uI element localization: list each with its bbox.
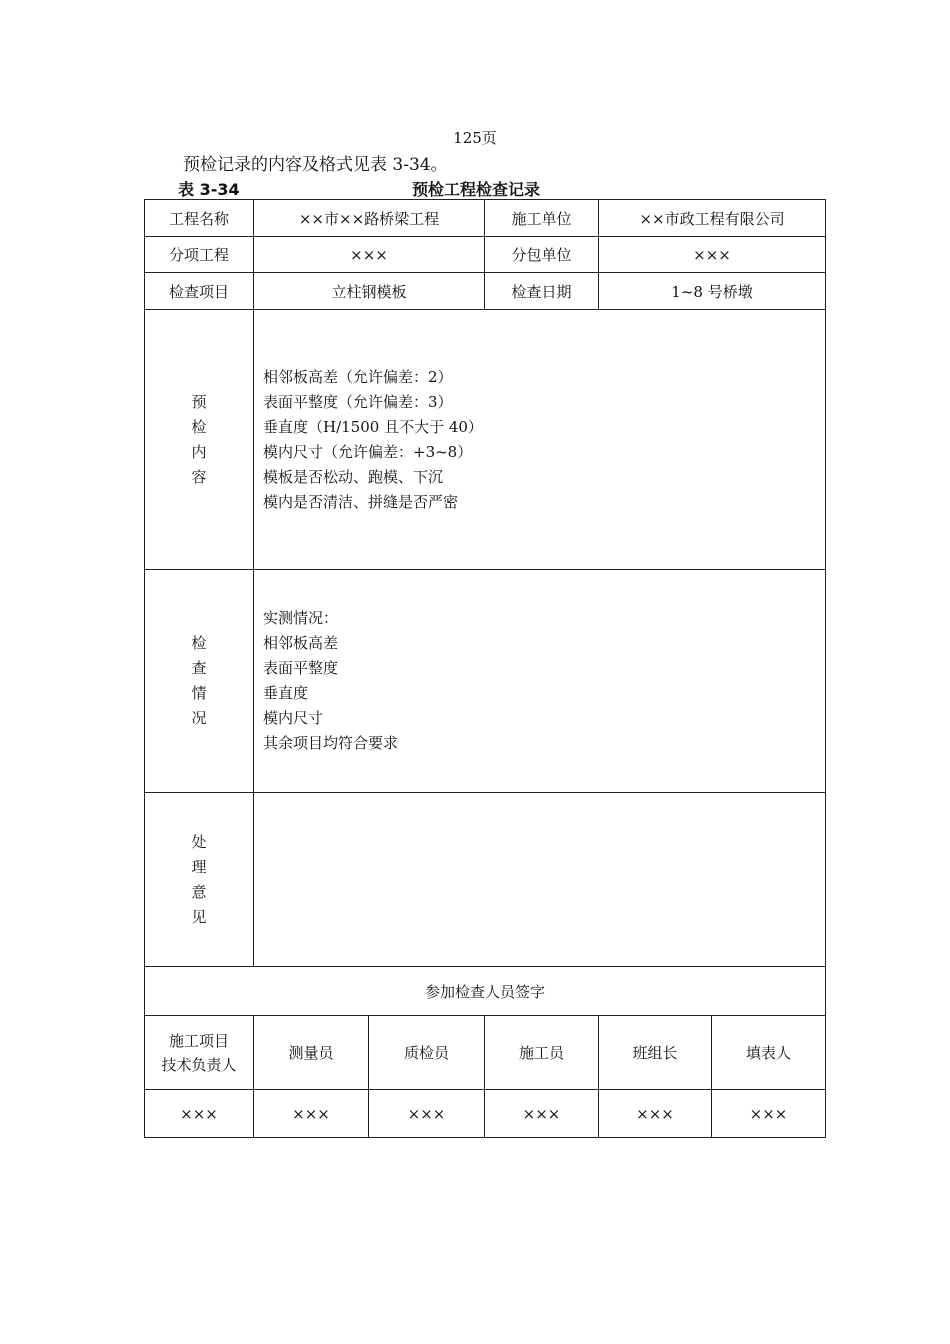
signature-value: ××× [145, 1090, 254, 1138]
contractor-value: ××市政工程有限公司 [599, 200, 826, 237]
table-row [145, 1090, 826, 1138]
check-date-label: 检查日期 [485, 273, 599, 310]
table-row [145, 570, 826, 793]
inspection-record-table [144, 199, 826, 1138]
check-date-value: 1~8 号桥墩 [599, 273, 826, 310]
list-item: 模内尺寸（允许偏差：+3~8） [263, 442, 473, 461]
list-item: 模内是否清洁、拼缝是否严密 [263, 492, 459, 511]
subcontractor-label: 分包单位 [485, 237, 599, 273]
table-number: 表 3-34 [178, 180, 240, 199]
inspection-label: 检 查 情 况 [145, 570, 254, 793]
project-name-label: 工程名称 [145, 200, 254, 237]
precheck-content [254, 310, 826, 570]
list-item: 垂直度 [263, 684, 309, 702]
sub-project-value: ××× [254, 237, 485, 273]
list-item: 相邻板高差（允许偏差：2） [263, 367, 453, 386]
signature-value: ××× [254, 1090, 369, 1138]
list-item: 垂直度（H/1500 且不大于 40） [263, 417, 483, 436]
intro-text: 预检记录的内容及格式见表 3-34。 [183, 155, 448, 175]
table-caption [178, 177, 824, 199]
role-quality-inspector: 质检员 [369, 1016, 485, 1090]
table-row [145, 200, 826, 237]
role-surveyor: 测量员 [254, 1016, 369, 1090]
list-item: 表面平整度 [263, 659, 339, 677]
list-item: 其余项目均符合要求 [263, 734, 399, 752]
subcontractor-value: ××× [599, 237, 826, 273]
list-item: 相邻板高差 [263, 634, 339, 652]
precheck-label: 预 检 内 容 [145, 310, 254, 570]
project-name-value: ××市××路桥梁工程 [254, 200, 485, 237]
table-title: 预检工程检查记录 [412, 180, 541, 199]
role-team-leader: 班组长 [599, 1016, 712, 1090]
table-row [145, 793, 826, 967]
table-row [145, 237, 826, 273]
table-row [145, 967, 826, 1016]
check-item-label: 检查项目 [145, 273, 254, 310]
signature-value: ××× [485, 1090, 599, 1138]
handling-content [254, 793, 826, 967]
list-item: 模板是否松动、跑模、下沉 [263, 467, 444, 486]
signature-value: ××× [599, 1090, 712, 1138]
page-number: 125页 [453, 129, 497, 147]
inspection-content [254, 570, 826, 793]
list-item: 模内尺寸 [263, 709, 324, 727]
list-item: 实测情况： [263, 609, 339, 627]
table-row [145, 1016, 826, 1090]
table-row [145, 273, 826, 310]
list-item: 表面平整度（允许偏差：3） [263, 392, 453, 411]
signatures-title: 参加检查人员签字 [145, 967, 826, 1016]
handling-label: 处 理 意 见 [145, 793, 254, 967]
table-row [145, 310, 826, 570]
signature-value: ××× [369, 1090, 485, 1138]
check-item-value: 立柱钢模板 [254, 273, 485, 310]
role-constructor: 施工员 [485, 1016, 599, 1090]
signature-value: ××× [712, 1090, 826, 1138]
sub-project-label: 分项工程 [145, 237, 254, 273]
role-form-filler: 填表人 [712, 1016, 826, 1090]
role-tech-lead: 施工项目 技术负责人 [145, 1016, 254, 1090]
contractor-label: 施工单位 [485, 200, 599, 237]
